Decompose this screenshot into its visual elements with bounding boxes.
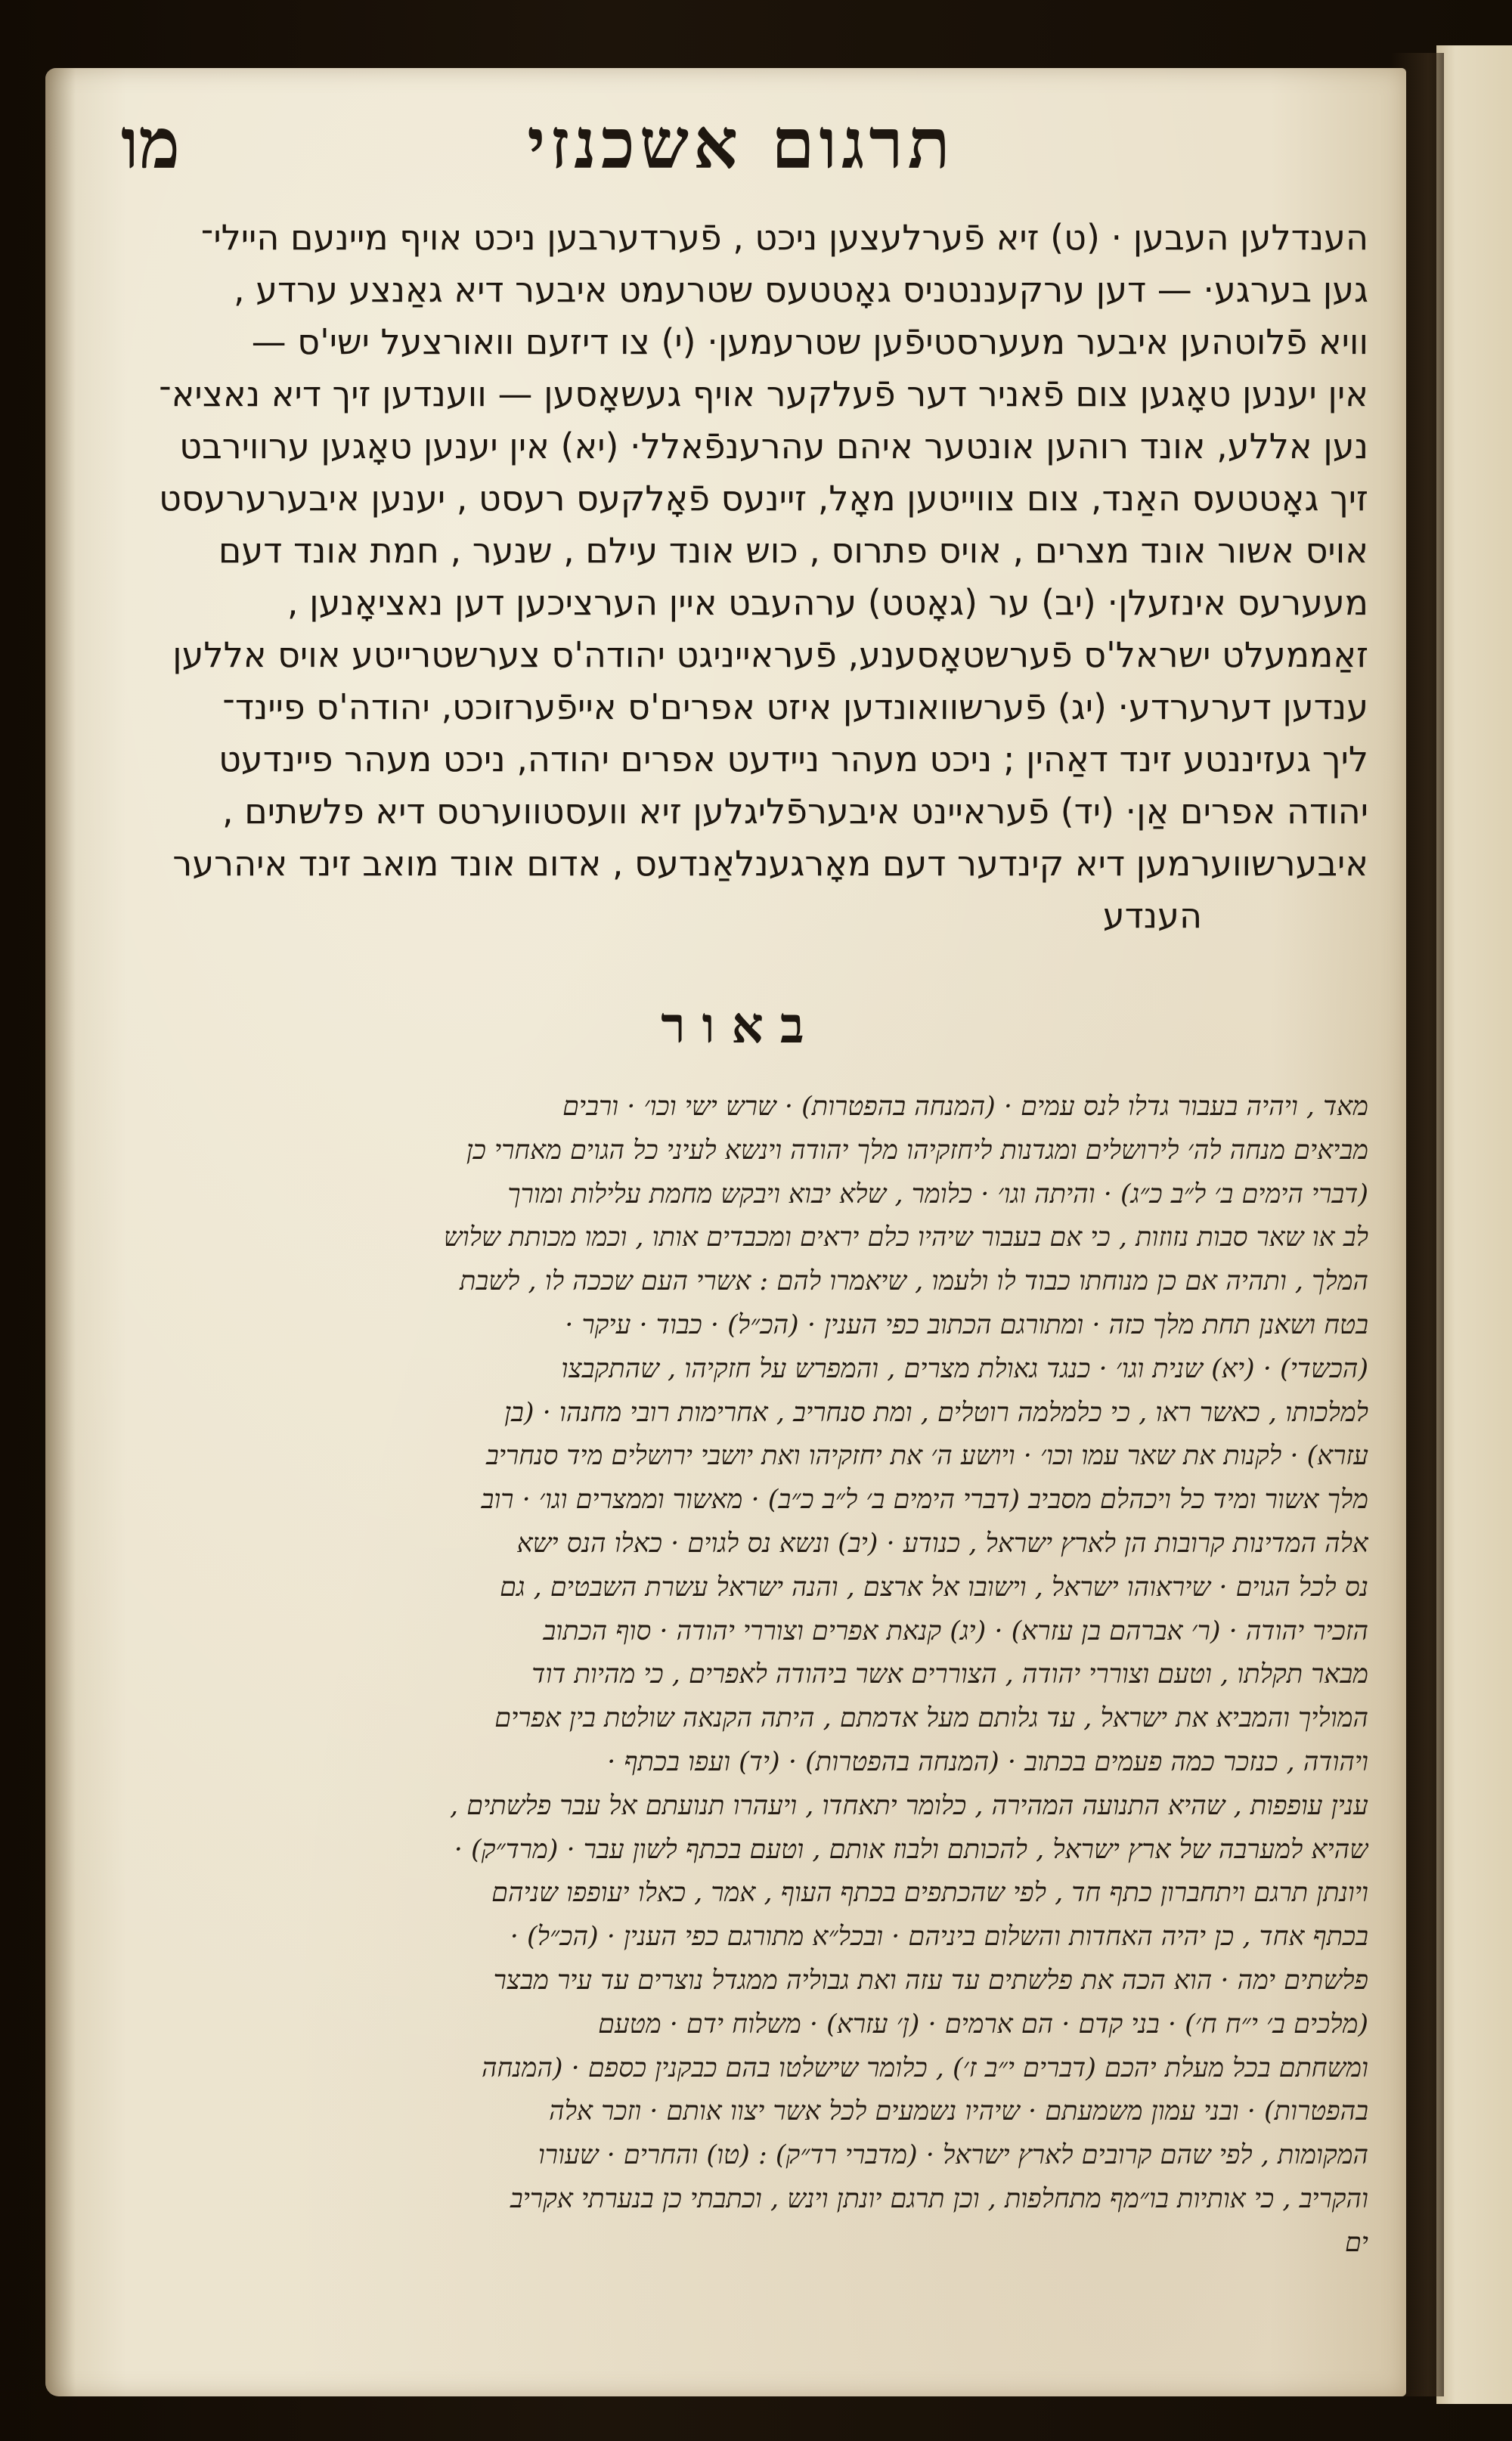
commentary-line: הזכיר יהודה · (ר׳ אברהם בן עזרא) · (יג) קנאת אפרים וצוררי יהודה · סוף הכתוב (543, 1615, 1368, 1646)
commentary-line: לב או שאר סבות נזוזות , כי אם בעבור שיהיו כלם יראים ומכבדים אותו , וכמו מכותת שלוש (443, 1222, 1368, 1253)
commentary-line: בכתף אחד , כן יהיה האחדות והשלום ביניהם · ובכל״א מתורגם כפי הענין · (הכ״ל) · (510, 1922, 1368, 1953)
commentary-line: מביאים מנחה לה׳ לירושלים ומגדנות ליחזקיהו מלך יהודה וינשא לעיני כל הגוים מאחרי כן (466, 1135, 1368, 1166)
commentary-line: (דברי הימים ב׳ ל״ב כ״ג) · והיתה וגו׳ · כלומר , שלא יבוא ויבקש מחמת עלילות ומורך (507, 1179, 1368, 1210)
commentary-line: ענין עופפות , שהיא התנועה המהירה , כלומר יתאחדו , ויעהרו תנועתם אל עבר פלשתים , (449, 1790, 1368, 1821)
commentary-line: שהיא למערבה של ארץ ישראל , להכותם ולבוז אותם , וטעם בכתף לשון עבר · (מרד״ק) · (454, 1834, 1368, 1865)
commentary-line: בהפטרות) · ובני עמון משמעתם · שיהיו נשמעים לכל אשר יצוו אותם · וזכר אלה (549, 2096, 1368, 2127)
commentary-line: (הכשדי) · (יא) שנית וגו׳ · כנגד גאולת מצרים , והמפרש על חזקיהו , שהתקבצו (561, 1353, 1368, 1384)
translation-line: גען בערגע· — דען ערקעננטניס גאָטטעס שטרעמט איבער דיא גאַנצע ערדע , (234, 269, 1368, 310)
commentary-line: אלה המדינות קרובות הן לארץ ישראל , כנודע · (יב) ונשא נס לגוים · כאלו הנס ישא (516, 1528, 1368, 1559)
translation-line: מעערעס אינזעלן· (יב) ער (גאָטט) ערהעבט איין הערציכען דען נאציאָנען , (287, 582, 1368, 623)
commentary-line: מבאר תקלתו , וטעם וצוררי יהודה , הצוררים אשר ביהודה לאפרים , כי מהיות דוד (531, 1659, 1368, 1690)
page-number: מו (121, 103, 181, 184)
commentary-line: מלך אשור ומיד כל ויכהלם מסביב (דברי הימים ב׳ ל״ב כ״ב) · מאשור וממצרים וגו׳ · רוב (481, 1485, 1368, 1516)
translation-line: הענדע (1102, 895, 1202, 936)
translation-text (113, 212, 1368, 942)
translation-line: ענדען דערערדע· (יג) פֿערשוואונדען איזט אפרים'ס אייפֿערזוכט, יהודה'ס פיינד־ (222, 686, 1368, 727)
page-content (113, 98, 1368, 2266)
commentary-line: פלשתים ימה · הוא הכה את פלשתים עד עזה ואת גבוליה ממגדל נוצרים עד עיר מבצר (493, 1965, 1368, 1996)
translation-line: זיך גאָטטעס האַנד, צום צווייטען מאָל, זיינעס פֿאָלקעס רעסט , יענען איבערערעסט (159, 478, 1368, 519)
adjacent-page-edge (1436, 45, 1512, 2404)
commentary-line: המלך , ותהיה אם כן מנוחתו כבוד לו ולעמו , שיאמרו להם : אשרי העם שככה לו , לשבת (460, 1266, 1368, 1297)
section-heading: באור (661, 996, 821, 1055)
page-edge-shadow (45, 68, 76, 2396)
commentary-line: (מלכים ב׳ י״ח ח׳) · בני קדם · הם ארמים · (ן׳ עזרא) · משלוח ידם · מטעם (598, 2009, 1368, 2040)
commentary-line: עזרא) · לקנות את שאר עמו וכו׳ · ויושע ה׳ את יחזקיהו ואת יושבי ירושלים מיד סנחריב (485, 1441, 1368, 1472)
translation-line: הענדלען העבען · (ט) זיא פֿערלעצען ניכט , פֿערדערבען ניכט אויף מיינעם היילי־ (200, 217, 1368, 258)
page-header (113, 98, 1368, 197)
translation-line: יהודה אפרים אַן· (יד) פֿעראיינט איבערפֿליגלען זיא וועסטווערטס דיא פלשתים , (222, 791, 1368, 832)
commentary-line: מאד , ויהיה בעבור גדלו לנס עמים · (המנחה בהפטרות) · שרש ישי וכו׳ · ורבים (562, 1092, 1368, 1122)
commentary-line: ויהודה , כנזכר כמה פעמים בכתוב · (המנחה בהפטרות) · (יד) ועפו בכתף · (607, 1746, 1368, 1777)
translation-line: נען אללע, אונד רוהען אונטער איהם עהרענפֿאלל· (יא) אין יענען טאָגען ערווירבט (179, 426, 1368, 466)
commentary-line: והקריב , כי אותיות בו״מף מתחלפות , וכן תרגם יונתן וינש , וכתבתי כן בנערתי אקריב (510, 2183, 1368, 2214)
translation-line: אויס אשור אונד מצרים , אויס פתרוס , כוש אונד עילם , שנער , חמת אונד דעם (218, 530, 1368, 571)
commentary-line: ומשחתם בכל מעלת יהכם (דברים י״ב ז׳) , כלומר שישלטו בהם כבקנין כספם · (המנחה (482, 2052, 1368, 2083)
translation-line: וויא פֿלוטהען איבער מעערסטיפֿען שטרעמען· (י) צו דיזעם וואורצעל ישי'ס — (251, 321, 1368, 362)
commentary-text (113, 1086, 1368, 2266)
commentary-line: ים (1344, 2227, 1368, 2258)
commentary-line: ויונתן תרגם ויתחברון כתף חד , לפי שהכתפים בכתף העוף , אמר , כאלו יעופפו שניהם (491, 1878, 1368, 1909)
commentary-line: המקומות , לפי שהם קרובים לארץ ישראל · (מדברי רד״ק) : (טו) והחרים · שעורו (538, 2140, 1368, 2171)
commentary-line: למלכותו , כאשר ראו , כי כלמלמה רוטלים , ומת סנחריב , אחרימות רובי מחנהו · (בן (504, 1397, 1368, 1428)
translation-line: אין יענען טאָגען צום פֿאניר דער פֿעלקער אויף געשאָסען — ווענדען זיך דיא נאציא־ (159, 373, 1368, 414)
translation-line: זאַממעלט ישראל'ס פֿערשטאָסענע, פֿעראייניגט יהודה'ס צערשטרייטע אויס אללען (172, 634, 1368, 675)
translation-line: ליך געזיננטע זינד דאַהין ; ניכט מעהר ניידעט אפרים יהודה, ניכט מעהר פיינדעט (218, 739, 1368, 779)
commentary-line: בטח ושאנן תחת מלך כזה · ומתורגם הכתוב כפי הענין · (הכ״ל) · כבוד · עיקר · (565, 1309, 1368, 1340)
translation-line: איבערשווערמען דיא קינדער דעם מאָרגענלאַנדעס , אדום אונד מואב זינד איהרער (172, 843, 1368, 884)
commentary-line: המוליך והמביא את ישראל , עד גלותם מעל אדמתם , היתה הקנאה שולטת בין אפרים (494, 1703, 1368, 1734)
commentary-line: נס לכל הגוים · שיראוהו ישראל , וישובו אל ארצם , והנה ישראל עשרת השבטים , גם (500, 1572, 1368, 1603)
running-title: תרגום אשכנזי (527, 103, 955, 184)
